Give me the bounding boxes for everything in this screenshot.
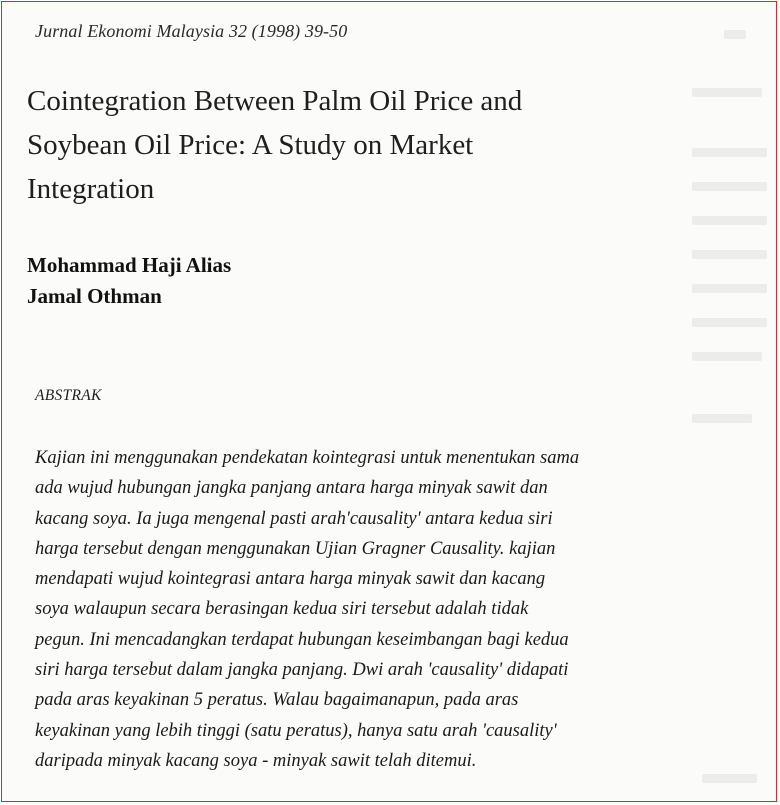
show-through-mark	[692, 148, 767, 157]
show-through-mark	[692, 284, 767, 293]
show-through-mark	[724, 30, 746, 39]
document-frame	[1, 1, 777, 802]
show-through-mark	[692, 88, 762, 97]
abstract-line: Kajian ini menggunakan pendekatan kointegrasi untuk menentukan sama	[35, 448, 580, 468]
title-line: Integration	[27, 173, 155, 205]
author-name: Jamal Othman	[27, 284, 162, 308]
abstract-line: soya walaupun secara berasingan kedua siri tersebut adalah tidak	[35, 599, 529, 620]
abstract-line: pegun. Ini mencadangkan terdapat hubungan keseimbangan bagi kedua	[35, 629, 569, 650]
show-through-mark	[692, 182, 767, 191]
show-through-mark	[692, 414, 752, 423]
abstract-heading: ABSTRAK	[35, 387, 102, 404]
show-through-mark	[692, 250, 767, 259]
show-through-mark	[692, 216, 767, 225]
author-name: Mohammad Haji Alias	[27, 253, 232, 277]
author-list	[27, 250, 231, 312]
abstract-line: daripada minyak kacang soya - minyak sawit telah ditemui.	[35, 750, 477, 771]
show-through-mark	[692, 352, 762, 361]
paper-page	[2, 2, 776, 801]
abstract-line: pada aras keyakinan 5 peratus. Walau bagaimanapun, pada aras	[35, 690, 519, 711]
abstract-line: siri harga tersebut dalam jangka panjang. Dwi arah 'causality' didapati	[35, 660, 569, 681]
abstract-line: kacang soya. Ia juga mengenal pasti arah'causality' antara kedua siri	[35, 508, 553, 529]
paper-title	[27, 79, 667, 211]
abstract-line: harga tersebut dengan menggunakan Ujian Gragner Causality. kajian	[35, 538, 556, 559]
abstract-body	[35, 443, 735, 776]
abstract-line: keyakinan yang lebih tinggi (satu peratus), hanya satu arah 'causality'	[35, 720, 557, 741]
journal-reference: Jurnal Ekonomi Malaysia 32 (1998) 39-50	[35, 21, 348, 41]
abstract-line: ada wujud hubungan jangka panjang antara harga minyak sawit dan	[35, 478, 548, 499]
title-line: Soybean Oil Price: A Study on Market	[27, 129, 474, 161]
show-through-mark	[692, 318, 767, 327]
abstract-line: mendapati wujud kointegrasi antara harga minyak sawit dan kacang	[35, 569, 546, 590]
title-line: Cointegration Between Palm Oil Price and	[27, 85, 523, 117]
